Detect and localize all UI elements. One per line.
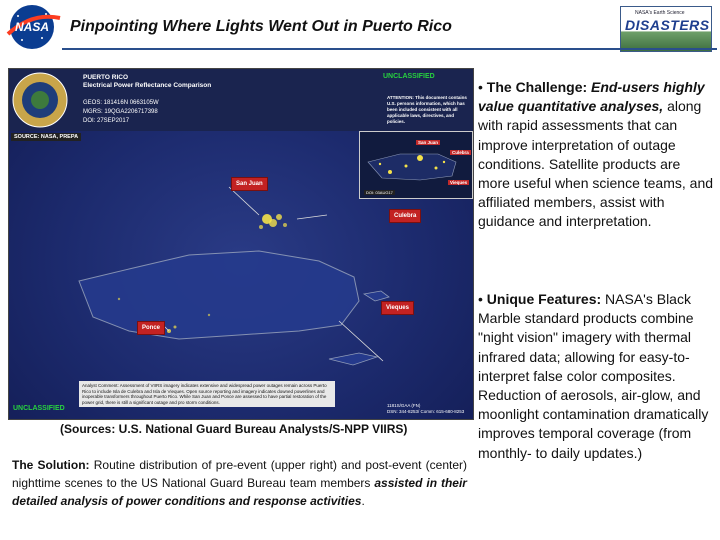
callout-san-juan: San Juan: [231, 177, 268, 191]
inset-label-san-juan: San Juan: [418, 140, 439, 145]
inset-label-culebra: Culebra: [452, 150, 469, 155]
disasters-logo-subtitle: NASA's Earth Science: [635, 10, 685, 16]
map-reference: [387, 403, 464, 415]
disasters-logo-text: DISASTERS: [625, 17, 710, 33]
map-title-line: Electrical Power Reflectance Comparison: [83, 82, 212, 89]
solution-text: Routine distribution of pre-event (upper right) and post-event (center) nighttime scenes to the US National Guard Bureau team members: [12, 458, 468, 490]
challenge-lead: The Challenge:: [486, 79, 588, 95]
reference-line: 1181S/GAA (FN): [387, 403, 421, 408]
classification-label-top: UNCLASSIFIED: [383, 73, 435, 80]
inset-label-vieques: Vieques: [450, 180, 468, 185]
map-coordinates: [83, 99, 159, 126]
pre-event-inset-map: [359, 131, 473, 199]
disasters-logo: [620, 6, 712, 52]
solution-paragraph: [12, 456, 467, 510]
coord-line: GEOS: 181416N 0663105W: [83, 100, 159, 106]
callout-ponce: Ponce: [137, 321, 165, 335]
attention-notice: ATTENTION: This document contains U.S. persons information, which has been included consistent with all applicable laws, directives, and policies.: [387, 95, 467, 124]
callout-culebra: Culebra: [389, 209, 421, 223]
challenge-text: along with rapid assessments that can improve interpretation of outage conditions. Satellite products are more useful when science teams, and affiliated members, assist with guidance and interpretation.: [478, 98, 714, 230]
solution-emphasis: assisted in their detailed analysis of power conditions and response activities: [12, 476, 467, 508]
svg-text:NASA: NASA: [14, 20, 50, 34]
nga-seal-icon: [11, 71, 69, 129]
features-lead: Unique Features:: [486, 291, 602, 307]
inset-date: DOI: 03AUG17: [366, 190, 393, 195]
bullet-marker: •: [478, 79, 483, 95]
classification-label-bottom: UNCLASSIFIED: [13, 405, 65, 412]
features-text: NASA's Black Marble standard products combine "night vision" imagery with thermal infrared data; allowing for easy-to-interpret false color composites. Reduction of aerosols, air-glow, and moonlight contamination dramatically improves temporal coverage (from monthly- to daily updates.): [478, 291, 709, 461]
reference-line: DSN: 344-8253/ Comm: 615-680-8253: [387, 409, 465, 414]
coord-line: DOI: 27SEP2017: [83, 118, 130, 124]
image-caption: (Sources: U.S. National Guard Bureau Analysts/S-NPP VIIRS): [60, 422, 408, 436]
map-title: [83, 74, 211, 90]
header-divider: [62, 48, 717, 50]
coord-line: MGRS: 19QGA2206717398: [83, 109, 158, 115]
night-lights-map: [8, 68, 474, 420]
analyst-comment: Analyst Comment: Assessment of VIIRS imagery indicates extensive and widespread power outages remain across Puerto Rico to include Isla de Culebra and Isla de Vieques. Open source reporting and imagery indicates downed powerlines and inoperable transformers throughout Puerto Rico. While San Juan and Ponce are assessed to have partial restoration of the power grid, there is still a significant outage and pro storm conditions.: [79, 381, 335, 407]
challenge-bullet: [478, 78, 714, 232]
callout-vieques: Vieques: [381, 301, 414, 315]
map-source: SOURCE: NASA, PREPA: [11, 133, 81, 141]
solution-lead: The Solution:: [12, 458, 90, 472]
map-title-line: PUERTO RICO: [83, 74, 129, 81]
features-bullet: [478, 290, 714, 463]
nasa-logo: [2, 2, 64, 52]
solution-end: .: [361, 494, 365, 508]
map-header: [9, 69, 473, 131]
page-title: Pinpointing Where Lights Went Out in Puerto Rico: [70, 18, 452, 35]
bullet-marker: •: [478, 291, 483, 307]
challenge-emphasis: End-users highly value quantitative analyses,: [478, 79, 705, 115]
